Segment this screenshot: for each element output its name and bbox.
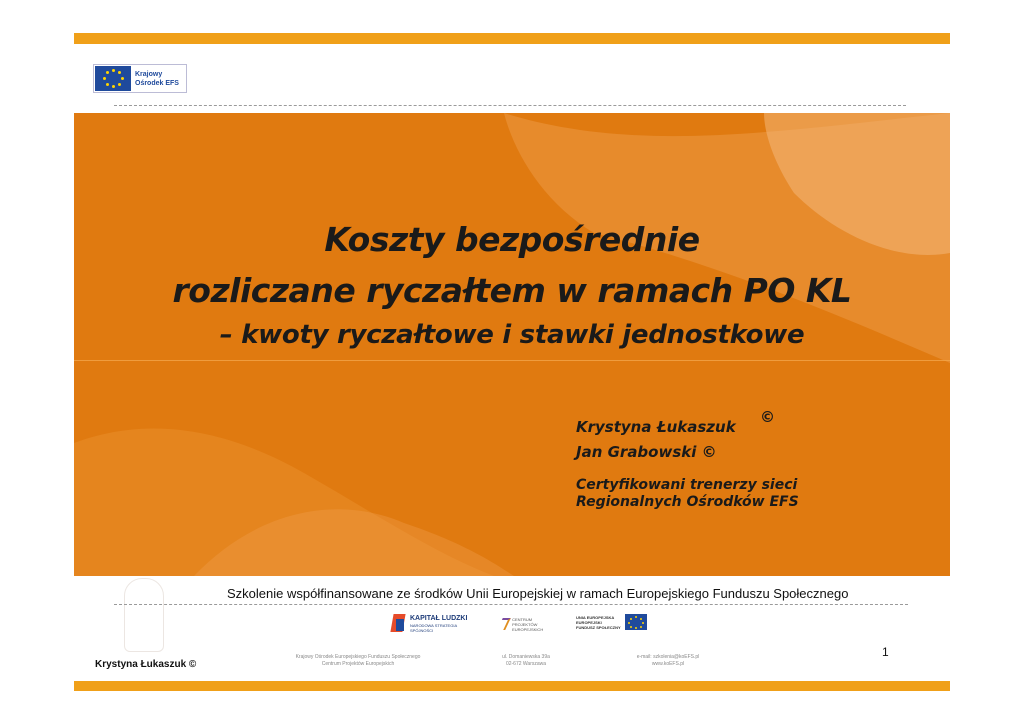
ue-line2: EUROPEJSKI	[576, 619, 602, 625]
header-divider	[114, 105, 906, 106]
authors-role-line2: Regionalnych Ośrodków EFS	[576, 494, 799, 510]
bottom-accent-bar	[74, 681, 950, 691]
slide-title-line2: rozliczane ryczałtem w ramach PO KL	[172, 271, 852, 310]
cpe-logo-text: CENTRUM PROJEKTÓW EUROPEJSKICH	[512, 616, 544, 632]
email-line: e-mail: szkolenia@koEFS.pl	[636, 654, 700, 660]
kl-logo-title: KAPITAŁ LUDZKI	[410, 615, 468, 622]
page-number: 1	[882, 645, 889, 659]
eu-efs-logo	[576, 614, 647, 630]
author1-copyright: ©	[760, 408, 775, 426]
kapital-ludzki-icon	[388, 613, 406, 635]
logo-line2: Ośrodek EFS	[135, 79, 179, 87]
authors-role-line1: Certyfikowani trenerzy sieci	[576, 477, 798, 493]
eu-flag-icon	[95, 66, 131, 91]
kapital-ludzki-logo	[388, 611, 474, 637]
cpe-arrow-icon	[497, 618, 511, 630]
person-silhouette-icon	[124, 578, 164, 652]
addr-line1: ul. Domaniewska 39a	[502, 654, 550, 660]
top-accent-bar	[74, 33, 950, 44]
ue-line1: UNIA EUROPEJSKA	[576, 614, 615, 620]
org-line2: Centrum Projektów Europejskich	[321, 661, 395, 667]
addr-line2: 02-672 Warszawa	[505, 661, 547, 667]
org-line1: Krajowy Ośrodek Europejskiego Funduszu Społecznego	[295, 654, 421, 660]
footer-author: Krystyna Łukaszuk ©	[95, 659, 197, 670]
footer-divider	[114, 604, 908, 605]
author2-name: Jan Grabowski ©	[576, 443, 717, 461]
org-info	[288, 654, 428, 668]
logo-line1: Krajowy	[135, 70, 163, 78]
krajowy-osrodek-efs-logo	[93, 64, 187, 93]
slide-subtitle: – kwoty ryczałtowe i stawki jednostkowe	[219, 320, 805, 350]
eu-flag-small-icon	[625, 614, 647, 630]
author1-name: Krystyna Łukaszuk	[576, 418, 736, 436]
cpe-logo	[500, 616, 552, 632]
slide-title-line1: Koszty bezpośrednie	[324, 220, 700, 259]
website-line: www.koEFS.pl	[651, 661, 685, 667]
kl-logo-subtitle: NARODOWA STRATEGIA SPÓJNOŚCI	[410, 623, 457, 633]
hero-divider	[74, 360, 950, 361]
ue-line3: FUNDUSZ SPOŁECZNY	[576, 624, 621, 630]
address-info	[500, 654, 552, 668]
contact-info	[636, 654, 700, 668]
funding-note: Szkolenie współfinansowane ze środków Unii Europejskiej w ramach Europejskiego Funduszu Społecznego	[227, 586, 849, 601]
